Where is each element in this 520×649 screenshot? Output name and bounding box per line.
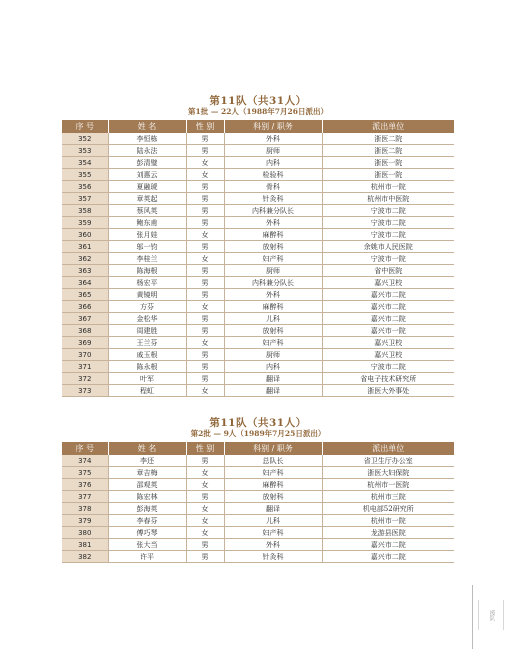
gender-cell: 男 [186,289,224,301]
name-cell: 戚玉根 [108,349,186,361]
dept-cell: 针灸科 [224,551,322,563]
gender-cell: 男 [186,491,224,503]
gender-cell: 男 [186,205,224,217]
table-row [62,503,454,515]
unit-cell: 杭州市中医院 [322,193,454,205]
unit-cell: 浙医二院 [322,145,454,157]
gender-cell: 女 [186,527,224,539]
dept-cell: 内科 [224,361,322,373]
gender-cell: 女 [186,157,224,169]
unit-cell: 嘉兴市二院 [322,289,454,301]
unit-cell: 嘉兴卫校 [322,349,454,361]
seq-cell: 362 [62,253,108,265]
unit-cell: 省卫生厅办公室 [322,455,454,467]
dept-cell: 外科 [224,217,322,229]
seq-cell: 374 [62,455,108,467]
unit-cell: 嘉兴市二院 [322,539,454,551]
name-cell: 刘惠云 [108,169,186,181]
seq-cell: 361 [62,241,108,253]
dept-cell: 骨科 [224,181,322,193]
seq-cell: 360 [62,229,108,241]
gender-cell: 男 [186,361,224,373]
table-row [62,193,454,205]
gender-cell: 男 [186,217,224,229]
dept-cell: 外科 [224,133,322,145]
dept-cell: 麻醉科 [224,229,322,241]
column-header: 科别 / 职务 [224,442,322,455]
seq-cell: 377 [62,491,108,503]
unit-cell: 宁波市二院 [322,217,454,229]
dept-cell: 妇产科 [224,467,322,479]
table-row [62,253,454,265]
seq-cell: 382 [62,551,108,563]
seq-cell: 378 [62,503,108,515]
dept-cell: 厨师 [224,265,322,277]
unit-cell: 嘉兴市一院 [322,325,454,337]
table-row [62,337,454,349]
table-row [62,313,454,325]
unit-cell: 宁波市一院 [322,253,454,265]
name-cell: 张大当 [108,539,186,551]
table-row [62,361,454,373]
table-row [62,205,454,217]
gender-cell: 男 [186,181,224,193]
table-row [62,133,454,145]
name-cell: 邵观英 [108,479,186,491]
unit-cell: 宁波市二院 [322,361,454,373]
name-cell: 章英起 [108,193,186,205]
table-row [62,169,454,181]
unit-cell: 龙游县医院 [322,527,454,539]
unit-cell: 宁波市二院 [322,205,454,217]
name-cell: 李春芬 [108,515,186,527]
table-header-row [62,442,454,455]
name-cell: 黄镜明 [108,289,186,301]
gender-cell: 男 [186,539,224,551]
table-row [62,229,454,241]
gender-cell: 女 [186,337,224,349]
table-row [62,241,454,253]
section-batch-1 [62,96,454,397]
table-row [62,157,454,169]
roster-table-batch-1 [62,120,454,397]
seq-cell: 375 [62,467,108,479]
name-cell: 许平 [108,551,186,563]
dept-cell: 外科 [224,289,322,301]
roster-table-batch-2 [62,442,454,563]
dept-cell: 妇产科 [224,527,322,539]
name-cell: 邬一钧 [108,241,186,253]
dept-cell: 放射科 [224,325,322,337]
dept-cell: 厨师 [224,145,322,157]
dept-cell: 麻醉科 [224,301,322,313]
name-cell: 彭海英 [108,503,186,515]
seq-cell: 365 [62,289,108,301]
name-cell: 叶军 [108,373,186,385]
column-header: 派出单位 [322,442,454,455]
unit-cell: 机电部52研究所 [322,503,454,515]
dept-cell: 放射科 [224,491,322,503]
dept-cell: 翻译 [224,373,322,385]
unit-cell: 杭州市一院 [322,181,454,193]
column-header: 姓 名 [108,120,186,133]
seq-cell: 376 [62,479,108,491]
table-row [62,265,454,277]
column-header: 性 别 [186,120,224,133]
unit-cell: 省中医院 [322,265,454,277]
name-cell: 王兰芬 [108,337,186,349]
gender-cell: 男 [186,373,224,385]
table-row [62,373,454,385]
table-row [62,145,454,157]
unit-cell: 嘉兴市二院 [322,301,454,313]
dept-cell: 内科兼分队长 [224,277,322,289]
dept-cell: 儿科 [224,515,322,527]
unit-cell: 浙医一院 [322,169,454,181]
section-title: 第11队（共31人） [209,417,307,429]
column-header: 科别 / 职务 [224,120,322,133]
unit-cell: 嘉兴卫校 [322,337,454,349]
gender-cell: 男 [186,551,224,563]
table-row [62,539,454,551]
seq-cell: 357 [62,193,108,205]
seq-cell: 359 [62,217,108,229]
seq-cell: 370 [62,349,108,361]
gender-cell: 女 [186,301,224,313]
margin-divider [472,585,473,649]
gender-cell: 女 [186,253,224,265]
unit-cell: 浙医大妇保院 [322,467,454,479]
name-cell: 周建胜 [108,325,186,337]
dept-cell: 厨师 [224,349,322,361]
seq-cell: 364 [62,277,108,289]
gender-cell: 男 [186,241,224,253]
gender-cell: 女 [186,385,224,397]
name-cell: 方芬 [108,301,186,313]
table-row [62,479,454,491]
unit-cell: 浙医一院 [322,157,454,169]
dept-cell: 放射科 [224,241,322,253]
gender-cell: 女 [186,479,224,491]
seq-cell: 368 [62,325,108,337]
table-row [62,349,454,361]
seq-cell: 367 [62,313,108,325]
table-row [62,467,454,479]
name-cell: 李还 [108,455,186,467]
chapter-tab: 援队 [478,600,504,630]
seq-cell: 356 [62,181,108,193]
name-cell: 夏融琥 [108,181,186,193]
name-cell: 程虹 [108,385,186,397]
column-header: 姓 名 [108,442,186,455]
gender-cell: 男 [186,325,224,337]
unit-cell: 嘉兴市二院 [322,313,454,325]
table-row [62,181,454,193]
dept-cell: 检验科 [224,169,322,181]
section-batch-2 [62,418,454,563]
table-row [62,551,454,563]
gender-cell: 男 [186,133,224,145]
dept-cell: 麻醉科 [224,479,322,491]
name-cell: 李恒栋 [108,133,186,145]
seq-cell: 363 [62,265,108,277]
name-cell: 张月娃 [108,229,186,241]
seq-cell: 369 [62,337,108,349]
name-cell: 傅巧琴 [108,527,186,539]
gender-cell: 男 [186,193,224,205]
table-row [62,325,454,337]
seq-cell: 381 [62,539,108,551]
name-cell: 陆永法 [108,145,186,157]
column-header: 序 号 [62,442,108,455]
name-cell: 陈永根 [108,361,186,373]
unit-cell: 杭州市三院 [322,491,454,503]
unit-cell: 杭州市一院 [322,515,454,527]
unit-cell: 嘉兴卫校 [322,277,454,289]
dept-cell: 总队长 [224,455,322,467]
dept-cell: 翻译 [224,385,322,397]
dept-cell: 针灸科 [224,193,322,205]
unit-cell: 省电子技术研究所 [322,373,454,385]
seq-cell: 380 [62,527,108,539]
section-subtitle: 第1批 — 22人（1988年7月26日派出） [188,107,328,116]
name-cell: 鲍东甫 [108,217,186,229]
name-cell: 彭清璧 [108,157,186,169]
section-subtitle: 第2批 — 9人（1989年7月25日派出） [190,429,326,438]
unit-cell: 浙医大外事处 [322,385,454,397]
table-row [62,385,454,397]
gender-cell: 女 [186,229,224,241]
dept-cell: 儿科 [224,313,322,325]
seq-cell: 379 [62,515,108,527]
name-cell: 杨宏平 [108,277,186,289]
seq-cell: 354 [62,157,108,169]
column-header: 序 号 [62,120,108,133]
gender-cell: 女 [186,515,224,527]
unit-cell: 浙医二院 [322,133,454,145]
name-cell: 章吉梅 [108,467,186,479]
seq-cell: 371 [62,361,108,373]
table-row [62,527,454,539]
unit-cell: 宁波市二院 [322,229,454,241]
name-cell: 陈宏林 [108,491,186,503]
dept-cell: 妇产科 [224,253,322,265]
seq-cell: 353 [62,145,108,157]
seq-cell: 366 [62,301,108,313]
dept-cell: 外科 [224,539,322,551]
table-row [62,277,454,289]
gender-cell: 女 [186,169,224,181]
table-row [62,491,454,503]
name-cell: 李桂兰 [108,253,186,265]
gender-cell: 男 [186,349,224,361]
gender-cell: 女 [186,503,224,515]
gender-cell: 男 [186,313,224,325]
gender-cell: 男 [186,265,224,277]
name-cell: 金松华 [108,313,186,325]
seq-cell: 358 [62,205,108,217]
table-row [62,515,454,527]
name-cell: 陈海根 [108,265,186,277]
unit-cell: 嘉兴市二院 [322,551,454,563]
unit-cell: 杭州市一医院 [322,479,454,491]
dept-cell: 内科兼分队长 [224,205,322,217]
table-row [62,217,454,229]
table-row [62,289,454,301]
dept-cell: 翻译 [224,503,322,515]
gender-cell: 男 [186,277,224,289]
gender-cell: 女 [186,467,224,479]
unit-cell: 余姚市人民医院 [322,241,454,253]
section-title: 第11队（共31人） [209,95,307,107]
gender-cell: 男 [186,145,224,157]
seq-cell: 355 [62,169,108,181]
seq-cell: 372 [62,373,108,385]
seq-cell: 352 [62,133,108,145]
dept-cell: 妇产科 [224,337,322,349]
gender-cell: 男 [186,455,224,467]
column-header: 性 别 [186,442,224,455]
seq-cell: 373 [62,385,108,397]
table-row [62,455,454,467]
dept-cell: 内科 [224,157,322,169]
name-cell: 蔡风英 [108,205,186,217]
column-header: 派出单位 [322,120,454,133]
table-header-row [62,120,454,133]
table-row [62,301,454,313]
